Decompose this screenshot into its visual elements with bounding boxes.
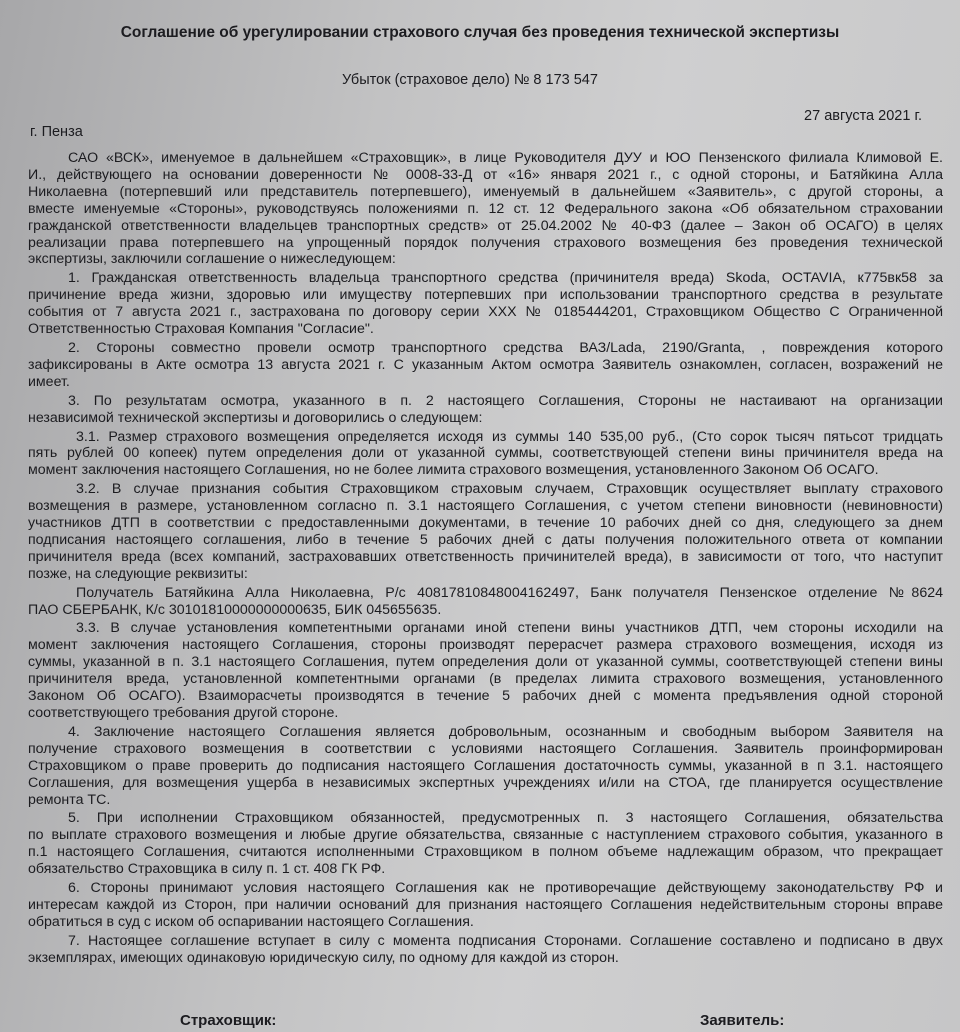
text-line: 3.3. В случае установления компетентными органами иной степени вины участников ДТП, чем стороны исходили на <box>76 620 943 637</box>
text-line: причинение вреда жизни, здоровью или имуществу потерпевших при использовании транспортного средства в результате <box>28 287 943 304</box>
text-line: причинителя вреда, установленной компетентными органами (в пределах лимита страхового возмещения, установленного <box>28 671 943 688</box>
text-line: Соглашения, для возмещения ущерба в независимых экспертных учреждениях и/или на СТОА, где планируется осуществление <box>28 774 943 791</box>
text-line: И., действующего на основании доверенности № 0008-33-Д от «16» января 2021 г., с одной стороны, и Батяйкина Алла <box>28 166 943 183</box>
paragraph <box>28 340 943 391</box>
text-line: САО «ВСК», именуемое в дальнейшем «Страховщик», в лице Руководителя ДУУ и ЮО Пензенского филиала Климовой Е. <box>68 150 943 166</box>
text-line: Страховщиком о праве проверить до подписания настоящего Соглашения достаточность суммы, указанной в п 3.1. настоящего <box>28 757 943 774</box>
agreement-body <box>28 150 943 969</box>
text-line: соответствующего требования другой стороне. <box>28 705 339 721</box>
text-line: события от 7 августа 2021 г., застрахована по договору серии ХХХ № 0185444201, Страховщиком Общество С Ограниченной <box>28 304 943 321</box>
document-city: г. Пенза <box>30 124 83 140</box>
text-line: реализации права потерпевшего на упрощенный порядок получения страхового возмещения без проведения технической <box>28 234 943 251</box>
text-line: п.1 настоящего Соглашения, считаются исполненными Страховщиком в полном объеме надлежащим образом, что прекращает <box>28 844 943 861</box>
text-line: гражданской ответственности владельцев транспортных средств» от 25.04.2002 № 40-ФЗ (далее – Закон об ОСАГО) в целях <box>28 217 943 234</box>
text-line: 5. При исполнении Страховщиком обязанностей, предусмотренных п. 3 настоящего Соглашения, обязательства <box>68 810 943 827</box>
text-line: подписания настоящего соглашения, либо в течение 5 рабочих дней с даты получения положительного ответа от компании <box>28 531 943 548</box>
text-line: 3.2. В случае признания события Страховщиком страховым случаем, Страховщик осуществляет выплату страхового <box>76 481 943 498</box>
text-line: ПАО СБЕРБАНК, К/с 30101810000000000635, БИК 045655635. <box>28 601 442 618</box>
text-line: обратиться в суд с иском об оспаривании настоящего Соглашения. <box>28 913 474 930</box>
paragraph <box>28 620 943 721</box>
text-line: участников ДТП в соответствии с предоставленными документами, в течение 10 рабочих дней со дня, следующего за днем <box>28 515 943 532</box>
paragraph <box>28 150 943 268</box>
text-line: пять рублей 00 копеек) путем определения доли от указанной суммы, соответствующей степени вины причинителя вреда на <box>28 445 943 462</box>
text-line: 3.1. Размер страхового возмещения определяется исходя из суммы 140 535,00 руб., (Сто сорок тысяч пятьсот тридцать <box>76 428 943 445</box>
text-line: 4. Заключение настоящего Соглашения является добровольным, осознанным и свободным выбором Заявителя на <box>68 723 943 740</box>
paragraph <box>28 429 943 480</box>
text-line: Получатель Батяйкина Алла Николаевна, Р/с 40817810848004162497, Банк получателя Пензенское отделение №8624 <box>76 584 943 601</box>
text-line: Николаевна (потерпевший или представитель потерпевшего), именуемый в дальнейшем «Заявитель», с другой стороны, а <box>28 183 943 200</box>
text-line: суммы, указанной в п. 3.1 настоящего Соглашения, путем определения доли от указанной суммы, соответствующей степени вины <box>28 654 943 671</box>
text-line: обязательство Страховщика в силу п. 1 ст. 408 ГК РФ. <box>28 861 386 878</box>
text-line: 2. Стороны совместно провели осмотр транспортного средства ВАЗ/Lada, 2190/Granta, , повреждения которого <box>68 339 943 356</box>
text-line: вместе именуемые «Стороны», руководствуясь положениями п. 12 ст. 12 Федерального закона «Об обязательном страховании <box>28 200 943 217</box>
paragraph <box>28 933 943 967</box>
text-line: 1. Гражданская ответственность владельца транспортного средства (причинителя вреда) Skoda, OCTAVIA, к775вк58 за <box>68 270 943 287</box>
text-line: позже, на следующие реквизиты: <box>28 565 248 582</box>
document-date: 27 августа 2021 г. <box>804 108 922 124</box>
paragraph <box>28 270 943 338</box>
paragraph <box>28 393 943 427</box>
paragraph <box>28 481 943 582</box>
text-line: Законом Об ОСАГО). Взаиморасчеты производятся в течение 5 рабочих дней с момента предъявления одной стороной <box>28 688 943 705</box>
text-line: зафиксированы в Акте осмотра 13 августа 2021 г. С указанным Актом осмотра Заявитель ознакомлен, согласен, возражений не <box>28 356 943 373</box>
paragraph <box>28 880 943 931</box>
text-line: по выплате страхового возмещения и любые другие обязательства, связанные с наступлением страхового события, указанного в <box>28 827 943 844</box>
paragraph <box>28 724 943 809</box>
text-line: ремонта ТС. <box>28 791 111 808</box>
text-line: 7. Настоящее соглашение вступает в силу с момента подписания Сторонами. Соглашение составлено и подписано в двух <box>68 932 943 949</box>
paragraph <box>28 810 943 878</box>
text-line: интересам каждой из Сторон, при наличии оснований для признания настоящего Соглашения недействительным стороны вправе <box>28 896 943 913</box>
text-line: экспертизы, заключили соглашение о нижеследующем: <box>28 251 396 268</box>
text-line: 3. По результатам осмотра, указанного в п. 2 настоящего Соглашения, Стороны не настаивают на организации <box>68 392 943 409</box>
text-line: получение страхового возмещения в соответствии с условиями настоящего Соглашения. Заявитель проинформирован <box>28 740 943 757</box>
text-line: 6. Стороны принимают условия настоящего Соглашения как не противоречащие действующему законодательству РФ и <box>68 880 943 897</box>
document-title: Соглашение об урегулировании страхового случая без проведения технической экспертизы <box>120 24 840 41</box>
signature-insurer-label: Страховщик: <box>180 1012 277 1029</box>
text-line: Ответственностью Страховая Компания "Согласие". <box>28 321 374 338</box>
signature-applicant-label: Заявитель: <box>700 1012 785 1029</box>
text-line: момент заключения настоящего Соглашения, стороны производят перерасчет размера страхового возмещения, исходя из <box>28 637 943 654</box>
case-number: Убыток (страховое дело) № 8 173 547 <box>342 72 598 88</box>
text-line: причинителя вреда (всех компаний, застраховавших ответственность причинителей вреда), в зависимости от того, что наступит <box>28 548 943 565</box>
paragraph <box>28 585 943 619</box>
text-line: возмещения в размере, установленном согласно п. 3.1 настоящего Соглашения, с учетом степени виновности (невиновности) <box>28 498 943 515</box>
text-line: независимой технической экспертизы и договорились о следующем: <box>28 409 483 426</box>
text-line: имеет. <box>28 373 70 390</box>
text-line: экземплярах, имеющих одинаковую юридическую силу, по одному для каждой из сторон. <box>28 949 619 966</box>
text-line: момент заключения настоящего Соглашения, но не более лимита страхового возмещения, установленного Законом Об ОСАГО. <box>28 462 879 479</box>
